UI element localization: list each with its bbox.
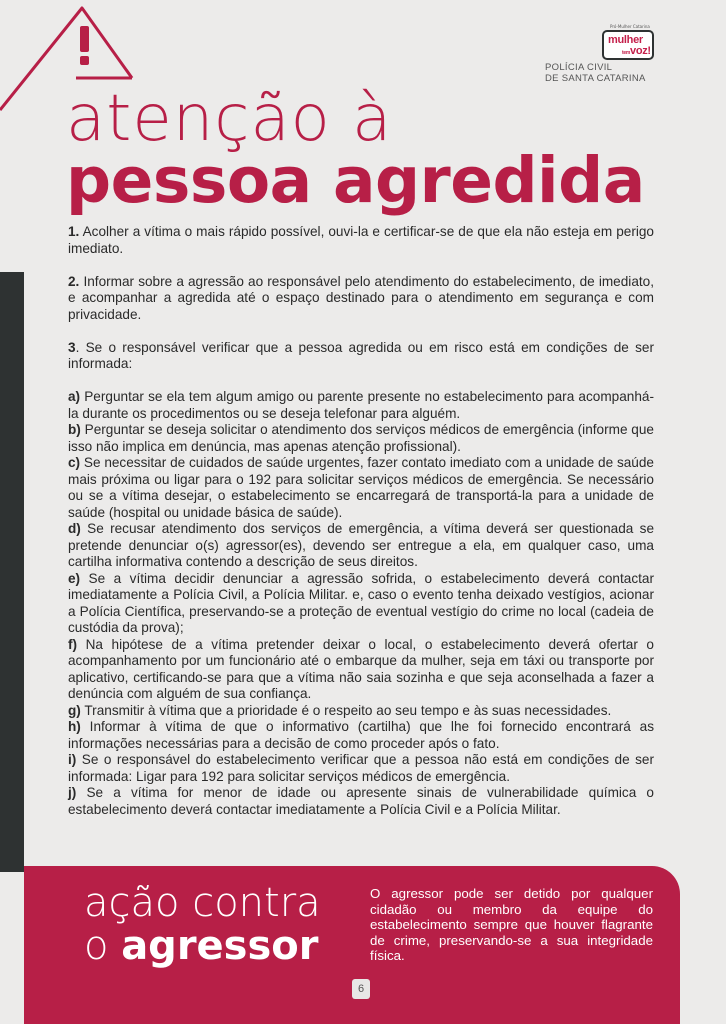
subitem-text: Se a vítima for menor de idade ou apresente sinais de vulnerabilidade química o estabelecimento deverá contactar imediatamente a Polícia Civil e a Polícia Militar. [68, 785, 654, 817]
subitem-text: Se a vítima decidir denunciar a agressão sofrida, o estabelecimento deverá contactar imediatamente a Polícia Civil, a Polícia Militar. e, caso o evento tenha deixado vestígios, acionar a Polícia Científica, preservando-se a proteção de eventual vestígio do crime no local (cadeia de custódia da prova); [68, 570, 654, 635]
item-text: Informar sobre a agressão ao responsável pelo atendimento do estabelecimento, de imediato, e acompanhar a agredida até o espaço destinado para o atendimento em segurança e com privacidade. [68, 273, 654, 322]
subitem-letter: c) [68, 455, 81, 470]
side-accent-bar [0, 272, 24, 872]
page-number: 6 [352, 979, 370, 999]
item-number: 2. [68, 273, 80, 289]
subitem-letter: a) [68, 389, 81, 404]
item-number: 1. [68, 224, 80, 239]
subitem-text: Se o responsável do estabelecimento verificar que a pessoa não está em condições de ser informada: Ligar para 192 para solicitar serviços médicos de emergência. [68, 752, 654, 784]
subitem-text: Perguntar se ela tem algum amigo ou parente presente no estabelecimento para acompanhá-la durante os procedimentos ou se deseja telefonar para alguém. [68, 389, 654, 421]
subitem-letter: h) [68, 719, 81, 734]
logo-line1: mulher [608, 34, 643, 46]
subitem-text: Transmitir à vítima que a prioridade é o respeito ao seu tempo e às suas necessidades. [80, 702, 612, 718]
page-title-line2: pessoa agredida [66, 144, 645, 217]
subitem-g [68, 703, 654, 720]
subitem-text: Informar à vítima de que o informativo (cartilha) que lhe foi fornecido encontrará as informações necessárias para a decisão de como proceder após o fato. [68, 719, 654, 751]
subitem-i [68, 752, 654, 785]
subitem-a [68, 389, 654, 422]
instruction-item-3 [68, 340, 654, 373]
logo-speech-bubble [602, 30, 654, 60]
agency-line1: POLÍCIA CIVIL [545, 62, 613, 73]
subitem-c [68, 455, 654, 521]
instruction-item-2 [68, 274, 654, 324]
footer-heading-line1: ação contra [84, 880, 321, 926]
instructions-body [68, 224, 654, 818]
subitem-e [68, 571, 654, 637]
subitem-h [68, 719, 654, 752]
footer-heading-o: o [84, 923, 122, 969]
subitem-text: Se necessitar de cuidados de saúde urgentes, fazer contato imediato com a unidade de saúde mais próxima ou ligar para o 192 para solicitar serviços médicos de emergência. Se necessário ou se a vítima desejar, o estabelecimento se encarregará de transportá-la para a unidade de saúde (hospital ou unidade básica de saúde). [68, 455, 654, 520]
subitem-text: Perguntar se deseja solicitar o atendimento dos serviços médicos de emergência (informe que isso não implica em denúncia, mas apenas atenção profissional). [68, 422, 654, 454]
instruction-item-1 [68, 224, 654, 257]
subitem-letter: f) [68, 636, 78, 652]
item-number: 3 [68, 339, 76, 355]
item-text: Acolher a vítima o mais rápido possível, ouvi-la e certificar-se de que ela não esteja em perigo imediato. [68, 224, 654, 256]
footer-heading-line2 [84, 923, 319, 969]
logo-tem: tem [622, 50, 630, 56]
mulher-tem-voz-logo [598, 24, 658, 64]
footer-heading-bold: agressor [121, 923, 319, 969]
logo-line2: voz! [630, 45, 651, 57]
subitem-letter: b) [68, 422, 81, 437]
agency-line2: DE SANTA CATARINA [545, 73, 646, 84]
subitem-b [68, 422, 654, 455]
page-title-line1: atenção à [66, 82, 393, 156]
agency-name [545, 62, 646, 84]
footer-description: O agressor pode ser detido por qualquer cidadão ou membro da equipe do estabelecimento sempre que houver flagrante de crime, preservando-se a sua integridade física. [370, 886, 653, 964]
subitem-letter: j) [68, 785, 77, 800]
subitem-letter: g) [68, 702, 81, 718]
subitem-letter: i) [68, 752, 77, 767]
subitem-letter: e) [68, 570, 81, 586]
subitem-letter: d) [68, 521, 81, 536]
subitem-text: Se recusar atendimento dos serviços de emergência, a vítima deverá ser questionada se pretende denunciar o(s) agressor(es), devendo ser entregue a ela, em qualquer caso, uma cartilha informativa contendo a descrição de seus direitos. [68, 521, 654, 569]
item-text: . Se o responsável verificar que a pessoa agredida ou em risco está em condições de ser informada: [68, 339, 654, 371]
logo-top-text: Pró-Mulher Catarina [610, 24, 650, 29]
subitem-f [68, 637, 654, 703]
subitem-j [68, 785, 654, 818]
subitem-d [68, 521, 654, 571]
subitem-text: Na hipótese de a vítima pretender deixar o local, o estabelecimento deverá ofertar o acompanhamento por um funcionário até o embarque da mulher, seja em táxi ou transporte por aplicativo, certificando-se para que a vítima não saia sozinha e que seja aconselhada a fazer a denúncia com alguém de sua confiança. [68, 636, 654, 701]
